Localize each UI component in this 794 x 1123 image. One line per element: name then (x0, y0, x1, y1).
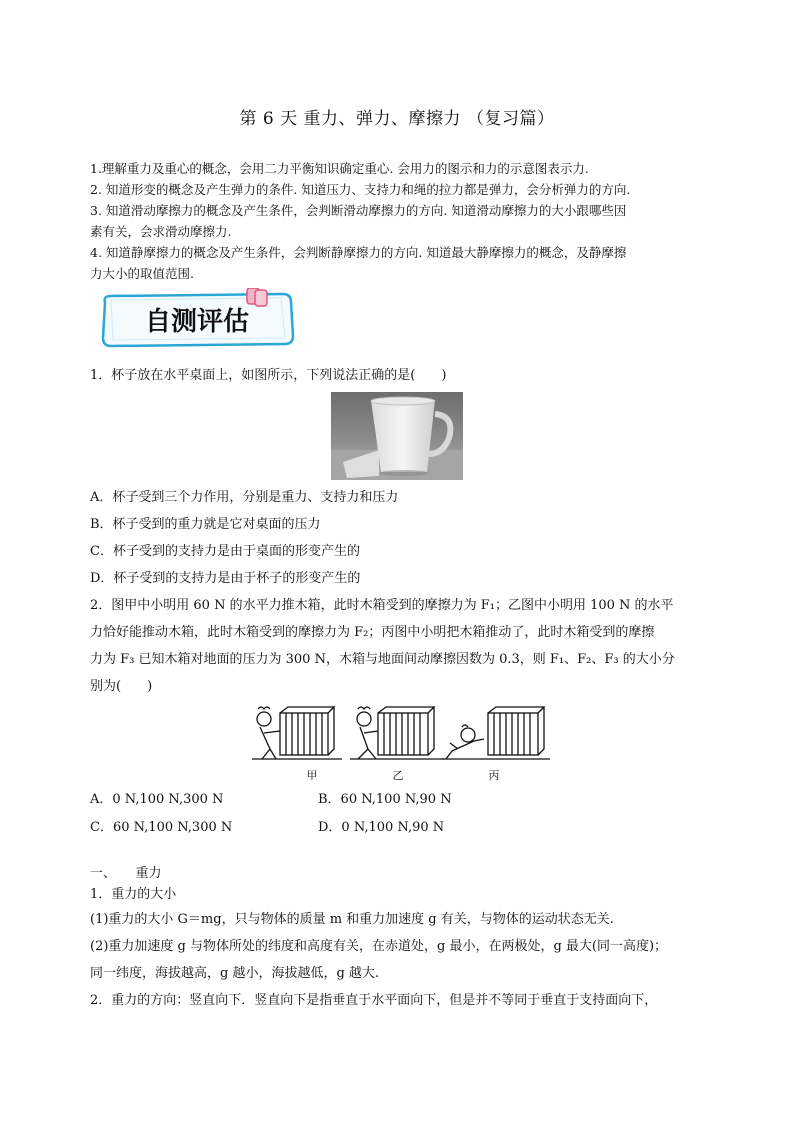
options-row-cd (90, 814, 445, 841)
question-1 (90, 362, 710, 389)
objective-line: 3. 知道滑动摩擦力的概念及产生条件，会判断滑动摩擦力的方向. 知道滑动摩擦力的大小跟哪些因 (90, 203, 627, 218)
question-line: 力恰好能推动木箱，此时木箱受到的摩擦力为 F₂；丙图中小明把木箱推动了，此时木箱受到的摩擦 (90, 625, 655, 640)
subsection-heading: 1．重力的大小 (90, 887, 177, 902)
option-b: B．60 N,100 N,90 N (318, 792, 452, 807)
option-a: A．0 N,100 N,300 N (90, 792, 224, 807)
section-line: (2)重力加速度 g 与物体所处的纬度和高度有关，在赤道处，g 最小，在两极处，g 最大(同一高度)； (90, 939, 668, 954)
options-row-ab (90, 786, 452, 813)
gravity-section (90, 864, 710, 1014)
section-line: 同一纬度，海拔越高，g 越小，海拔越低，g 越大. (90, 966, 380, 981)
figure-jia (252, 707, 342, 759)
option-a: A．杯子受到三个力作用，分别是重力、支持力和压力 (90, 490, 399, 505)
objective-line: 1.理解重力及重心的概念，会用二力平衡知识确定重心. 会用力的图示和力的示意图表示力. (90, 161, 589, 176)
option-c: C．60 N,100 N,300 N (90, 820, 233, 835)
section-line: (1)重力的大小 G＝mg，只与物体的质量 m 和重力加速度 g 有关，与物体的运动状态无关. (90, 912, 614, 927)
question-line: 2．图甲中小明用 60 N 的水平力推木箱，此时木箱受到的摩擦力为 F₁；乙图中小明用 100 N 的水平 (90, 598, 674, 613)
option-d: D．杯子受到的支持力是由于杯子的形变产生的 (90, 571, 361, 586)
question-line: 别为( ) (90, 679, 153, 694)
cup-photo (331, 392, 463, 480)
page-title: 第 6 天 重力、弹力、摩擦力 （复习篇） (239, 109, 555, 129)
objective-line: 4. 知道静摩擦力的概念及产生条件，会判断静摩擦力的方向. 知道最大静摩擦力的概念，及静摩擦 (90, 245, 627, 260)
question-2 (90, 592, 710, 700)
label-yi: 乙 (392, 769, 404, 782)
option-c: C．杯子受到的支持力是由于桌面的形变产生的 (90, 544, 360, 559)
option-d: D．0 N,100 N,90 N (318, 820, 445, 835)
figure-bing (442, 707, 550, 759)
objective-line: 2. 知道形变的概念及产生弹力的条件. 知道压力、支持力和绳的拉力都是弹力，会分析弹力的方向. (90, 182, 631, 197)
label-jia: 甲 (306, 769, 318, 782)
objective-line: 素有关，会求滑动摩擦力. (90, 224, 232, 239)
banner-text: 自测评估 (144, 307, 250, 337)
self-assessment-banner (97, 288, 297, 350)
learning-objectives (90, 158, 710, 284)
figure-yi (350, 707, 444, 759)
section-heading: 一、 重力 (90, 866, 162, 881)
objective-line: 力大小的取值范围. (90, 266, 194, 281)
label-bing: 丙 (488, 769, 500, 782)
section-line: 2．重力的方向：竖直向下．竖直向下是指垂直于水平面向下，但是并不等同于垂直于支持面向下， (90, 993, 658, 1008)
question-line: 力为 F₃ 已知木箱对地面的压力为 300 N，木箱与地面间动摩擦因数为 0.3，则 F₁、F₂、F₃ 的大小分 (90, 652, 675, 667)
question-stem: 1．杯子放在水平桌面上，如图所示，下列说法正确的是( ) (90, 368, 447, 383)
question-1-options (90, 484, 710, 592)
option-b: B．杯子受到的重力就是它对桌面的压力 (90, 517, 321, 532)
pushing-box-figure (252, 703, 552, 783)
